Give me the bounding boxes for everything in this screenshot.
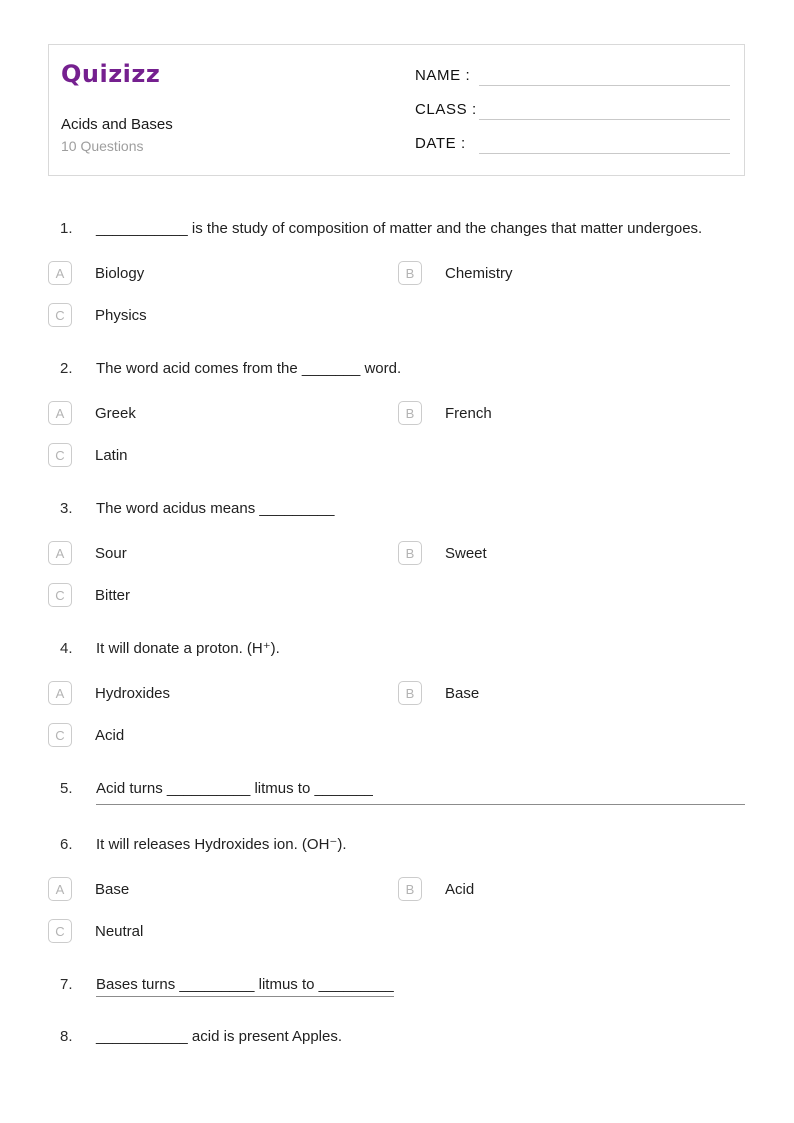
question-block [48,972,745,997]
question-text-inner: Acid turns __________ litmus to _______ [96,780,373,797]
question-block [48,832,745,945]
question-text [96,832,745,857]
question-text-inner: ___________ acid is present Apples. [96,1028,343,1045]
option-letter-box: B [398,877,422,901]
option-text: Base [445,684,480,702]
question-text-inner: It will releases Hydroxides ion. (OH⁻). [96,836,347,853]
field-label: CLASS : [415,101,477,118]
answer-option [398,399,745,427]
student-fields [415,59,730,159]
options-grid [48,399,745,469]
question-line [48,636,745,661]
option-letter-box: B [398,541,422,565]
options-grid [48,875,745,945]
option-letter-box: B [398,681,422,705]
options-grid [48,679,745,749]
question-line [48,972,745,997]
options-grid [48,539,745,609]
answer-option [398,875,745,903]
option-text: Base [95,880,130,898]
quizizz-logo: Quizizz [61,60,161,88]
option-text: Bitter [95,586,131,604]
student-field-row [415,129,730,154]
question-text-inner: It will donate a proton. (H⁺). [96,640,280,657]
question-line [48,776,745,805]
student-field-row [415,95,730,120]
question-text-inner: ___________ is the study of composition of matter and the changes that matter undergoes. [96,220,703,237]
answer-option [48,917,398,945]
question-number: 8. [60,1028,73,1045]
question-block [48,216,745,329]
quiz-title: Acids and Bases [61,116,173,133]
answer-option [398,679,745,707]
question-block [48,636,745,749]
answer-option [48,875,398,903]
option-text: Neutral [95,922,144,940]
answer-option [48,679,398,707]
option-letter-box: A [48,261,72,285]
field-blank-line [479,101,730,120]
option-text: Acid [95,726,125,744]
option-letter-box: C [48,723,72,747]
question-text-inner: The word acid comes from the _______ word. [96,360,402,377]
option-text: Latin [95,446,128,464]
option-letter-box: A [48,877,72,901]
question-text [96,636,745,661]
question-text [96,1024,745,1049]
answer-option [48,721,398,749]
question-line [48,832,745,857]
field-label: DATE : [415,135,466,152]
question-count: 10 Questions [61,138,144,154]
option-text: Acid [445,880,475,898]
option-letter-box: C [48,919,72,943]
option-letter-box: C [48,583,72,607]
option-text: Greek [95,404,136,422]
answer-option [48,539,398,567]
header-left-column [61,59,173,159]
option-text: French [445,404,492,422]
question-number: 6. [60,836,73,853]
question-text [96,776,745,805]
option-text: Hydroxides [95,684,171,702]
question-text [96,216,745,241]
worksheet-header [48,44,745,176]
question-line [48,216,745,241]
question-line [48,1024,745,1049]
option-letter-box: A [48,401,72,425]
question-text-inner: Bases turns _________ litmus to _________ [96,976,394,997]
questions-list [48,216,745,1049]
option-letter-box: B [398,401,422,425]
question-text-inner: The word acidus means _________ [96,500,335,517]
answer-option [48,399,398,427]
question-line [48,356,745,381]
option-text: Sweet [445,544,487,562]
question-number: 4. [60,640,73,657]
question-block [48,1024,745,1049]
option-text: Chemistry [445,264,513,282]
field-blank-line [479,135,730,154]
answer-option [48,441,398,469]
option-letter-box: A [48,681,72,705]
question-number: 2. [60,360,73,377]
question-text [96,972,745,997]
question-block [48,496,745,609]
option-letter-box: A [48,541,72,565]
question-number: 1. [60,220,73,237]
option-letter-box: C [48,303,72,327]
option-text: Physics [95,306,147,324]
question-line [48,496,745,521]
answer-option [48,259,398,287]
question-number: 3. [60,500,73,517]
answer-option [398,259,745,287]
option-text: Sour [95,544,127,562]
question-number: 7. [60,976,73,993]
option-letter-box: C [48,443,72,467]
question-block [48,776,745,805]
question-text [96,356,745,381]
student-field-row [415,61,730,86]
field-blank-line [479,67,730,86]
question-text [96,496,745,521]
answer-option [48,301,398,329]
options-grid [48,259,745,329]
answer-option [48,581,398,609]
question-number: 5. [60,780,73,797]
option-text: Biology [95,264,145,282]
question-block [48,356,745,469]
option-letter-box: B [398,261,422,285]
answer-option [398,539,745,567]
field-label: NAME : [415,67,471,84]
